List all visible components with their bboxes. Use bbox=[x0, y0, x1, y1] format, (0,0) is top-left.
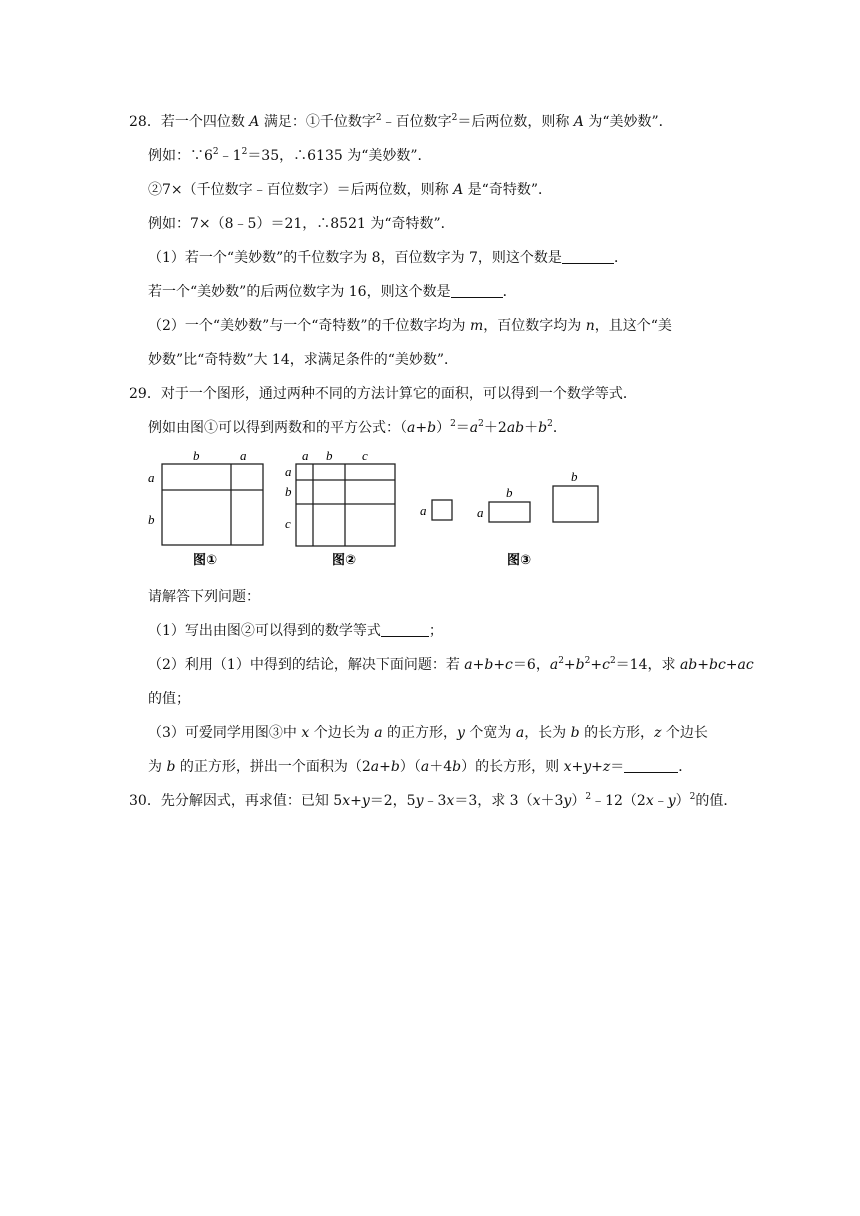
q28-part-1: （1）若一个“美妙数”的千位数字为 8，百位数字为 7，则这个数是 ． bbox=[148, 250, 628, 266]
answer-blank[interactable] bbox=[562, 249, 614, 264]
label-b: b bbox=[193, 448, 200, 463]
label-c: c bbox=[285, 516, 291, 531]
question-number: 30． bbox=[129, 793, 161, 809]
label-a: a bbox=[285, 464, 292, 479]
q28-part-1b: 若一个“美妙数”的后两位数字为 16，则这个数是 ． bbox=[148, 284, 517, 300]
figure-1-caption: 图① bbox=[193, 553, 218, 568]
label-b: b bbox=[571, 469, 578, 484]
figure-3 bbox=[420, 469, 598, 568]
answer-blank[interactable] bbox=[451, 283, 503, 298]
q28-part-2-cont: 妙数”比“奇特数”大 14，求满足条件的“美妙数”． bbox=[148, 352, 459, 368]
label-a: a bbox=[477, 505, 484, 520]
q28-example-1: 例如：$\because 6^2﹣1^2=35$，∴6135 为“美妙数”． bbox=[148, 147, 432, 164]
label-b: b bbox=[148, 512, 155, 527]
q29-figures bbox=[0, 448, 860, 578]
q28-line-2: ②7×（千位数字﹣百位数字）＝后两位数，则称 A 是“奇特数”． bbox=[148, 182, 552, 198]
figure-2-caption: 图② bbox=[332, 553, 357, 568]
q29-part-2: （2）利用（1）中得到的结论，解决下面问题：若 a+b+c＝6，$a^2+b^2+c^2=14$，求 ab+bc+ac bbox=[148, 656, 754, 673]
q30-line: 30．先分解因式，再求值：已知 5x+y＝2，5y﹣3x＝3，求 $3(x+3y)^2﹣12(2x﹣y)^2$的值． bbox=[129, 792, 738, 809]
label-c: c bbox=[362, 448, 368, 463]
q29-prompt: 请解答下列问题： bbox=[148, 589, 260, 605]
q28-part-2: （2）一个“美妙数”与一个“奇特数”的千位数字均为 m，百位数字均为 n，且这个“美 bbox=[148, 318, 672, 334]
label-a: a bbox=[420, 503, 427, 518]
label-a: a bbox=[302, 448, 309, 463]
q29-part-3: （3）可爱同学用图③中 x 个边长为 a 的正方形，y 个宽为 a，长为 b 的长方形，z 个边长 bbox=[148, 725, 708, 741]
label-b: b bbox=[326, 448, 333, 463]
q29-part-3-cont: 为 b 的正方形，拼出一个面积为（2a+b）（a＋4b）的长方形，则 x+y+z＝ ． bbox=[148, 759, 693, 775]
answer-blank[interactable] bbox=[624, 758, 678, 773]
label-b: b bbox=[285, 484, 292, 499]
figure-2 bbox=[285, 448, 395, 568]
q28-line-1: 28．若一个四位数 A 满足：①千位数字$^2$﹣百位数字$^2$＝后两位数，则称 A 为“美妙数”． bbox=[129, 113, 673, 130]
q29-part-1: （1）写出由图②可以得到的数学等式 ； bbox=[148, 623, 443, 639]
q28-example-2: 例如：7×（8﹣5）＝21，∴8521 为“奇特数”． bbox=[148, 216, 455, 232]
answer-blank[interactable] bbox=[381, 622, 429, 637]
q29-example: 例如由图①可以得到两数和的平方公式：$(a+b)^2=a^2+2ab+b^2$． bbox=[148, 419, 567, 436]
question-number: 28． bbox=[129, 114, 161, 130]
figure-1 bbox=[148, 448, 263, 568]
label-a: a bbox=[240, 448, 247, 463]
q29-intro: 29．对于一个图形，通过两种不同的方法计算它的面积，可以得到一个数学等式． bbox=[129, 386, 637, 402]
question-number: 29． bbox=[129, 386, 161, 402]
q29-part-2-cont: 的值； bbox=[148, 691, 190, 707]
label-b: b bbox=[506, 485, 513, 500]
figure-3-caption: 图③ bbox=[507, 553, 532, 568]
label-a: a bbox=[148, 470, 155, 485]
